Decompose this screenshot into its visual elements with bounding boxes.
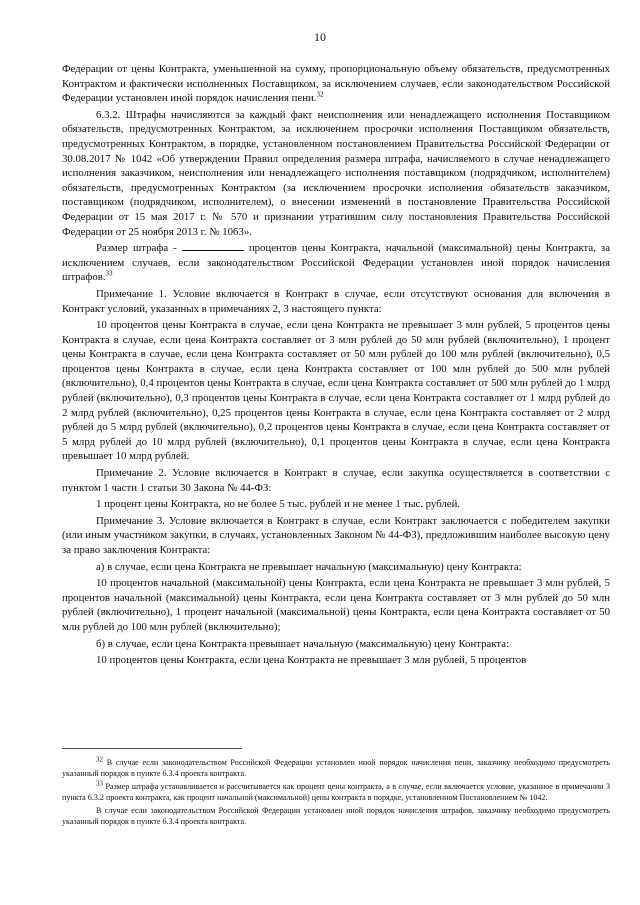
paragraph: 10 процентов цены Контракта в случае, если цена Контракта не превышает 3 млн рублей, 5 процентов цены Контракта в случае, если цена Контракта составляет от 3 млн рублей до 50 млн рублей (включительно), 1 процент цены Контракта в случае, если цена Контракта составляет от 50 млн рублей до 100 млн рублей (включительно), 0,5 процентов цены Контракта в случае, если цена Контракта составляет от 100 млн рублей до 500 млн рублей (включительно), 0,4 процентов цены Контракта в случае, если цена Контракта составляет от 500 млн рублей до 1 млрд рублей (включительно), 0,3 процентов цены Контракта в случае, если цена Контракта составляет от 1 млрд рублей до 2 млрд рублей (включительно), 0,25 процентов цены Контракта в случае, если цена Контракта составляет от 2 млрд рублей до 5 млрд рублей (включительно), 0,2 процентов цены Контракта в случае, если цена Контракта составляет от 5 млрд рублей до 10 млрд рублей (включительно), 0,1 процентов цены Контракта в случае, если цена Контракта превышает 10 млрд рублей. xyxy=(62,319,610,463)
paragraph: Примечание 3. Условие включается в Контракт в случае, если Контракт заключается с победителем закупки (или иным участником закупки, в случаях, установленных Законом № 44-ФЗ), предложившим наиболее высокую цену за право заключения Контракта: xyxy=(62,514,610,556)
paragraph: 10 процентов начальной (максимальной) цены Контракта, если цена Контракта не превышает 3 млн рублей, 5 процентов начальной (максимальной) цены Контракта, если цена Контракта составляет от 3 млн рублей до 50 млн рублей (включительно), 1 процент начальной (максимальной) цены Контракта, если цена Контракта составляет от 50 млн рублей до 100 млн рублей (включительно); xyxy=(62,577,610,633)
footnotes xyxy=(62,757,610,829)
paragraph: Примечание 2. Условие включается в Контракт в случае, если закупка осуществляется в соответствии с пунктом 1 части 1 статьи 30 Закона № 44-ФЗ: xyxy=(62,467,610,494)
paragraph: 6.3.2. Штрафы начисляются за каждый факт неисполнения или ненадлежащего исполнения Поставщиком обязательств, предусмотренных Контрактом, за исключением просрочки исполнения Поставщиком обязательств, предусмотренных Контрактом, в порядке, установленном постановлением Правительства Российской Федерации от 30.08.2017 № 1042 «Об утверждении Правил определения размера штрафа, начисляемого в случае ненадлежащего исполнения заказчиком, неисполнения или ненадлежащего исполнения поставщиком (подрядчиком, исполнителем) обязательств, предусмотренных Контрактом (за исключением просрочки исполнения обязательств заказчиком, поставщиком (подрядчиком, исполнителем), о внесении изменений в постановление Правительства Российской Федерации от 15 мая 2017 г. № 570 и признании утратившим силу постановления Правительства Российской Федерации от 25 ноября 2013 г. № 1063». xyxy=(62,108,610,238)
paragraph: 1 процент цены Контракта, но не более 5 тыс. рублей и не менее 1 тыс. рублей. xyxy=(96,498,461,511)
paragraph: б) в случае, если цена Контракта превышает начальную (максимальную) цену Контракта: xyxy=(96,637,510,650)
blank-field xyxy=(182,241,244,251)
footnote-ref: 33 xyxy=(105,269,113,278)
document-body xyxy=(62,62,610,670)
page-number: 10 xyxy=(314,30,326,44)
footnote-ref: 32 xyxy=(316,90,324,99)
footnote-separator xyxy=(62,748,242,749)
footnote: В случае если законодательством Российской Федерации установлен иной порядок начисления штрафов, заказчику необходимо предусмотреть указанный порядок в пункте 6.3.4 проекта контракта. xyxy=(62,806,610,826)
paragraph: а) в случае, если цена Контракта не превышает начальную (максимальную) цену Контракта: xyxy=(96,560,522,573)
footnote: $^{32}$ В случае если законодательством Российской Федерации установлен иной порядок начисления пени, заказчику необходимо предусмотреть указанный порядок в пункте 6.3.4 проекта контракта. xyxy=(62,755,610,778)
paragraph: Размер штрафа - процентов цены Контракта, начальной (максимальной) цены Контракта, за исключением случаев, если законодательством Российской Федерации установлен иной порядок начисления штрафов.$^{33}$ xyxy=(62,242,610,284)
paragraph: Примечание 1. Условие включается в Контракт в случае, если отсутствуют основания для включения в Контракт условий, указанных в примечаниях 2, 3 настоящего пункта: xyxy=(62,287,610,315)
footnote-number: 32 xyxy=(96,755,103,764)
footnote-number: 33 xyxy=(96,779,103,788)
footnote: $^{33}$ Размер штрафа устанавливается и рассчитывается как процент цены контракта, а в случае, если включается условие, указанное в примечании 3 пункта 6.3.2 проекта контракта, как процент начальной (максимальной) цены контракта в порядке, установленном Постановлением № 1042. xyxy=(62,779,610,802)
paragraph: Федерации от цены Контракта, уменьшенной на сумму, пропорциональную объему обязательств, предусмотренных Контрактом и фактически исполненных Поставщиком, за исключением случаев, если законодательством Российской Федерации установлен иной порядок начисления пени.$^{32}$ xyxy=(62,63,610,105)
paragraph: 10 процентов цены Контракта, если цена Контракта не превышает 3 млн рублей, 5 процентов xyxy=(96,654,527,667)
